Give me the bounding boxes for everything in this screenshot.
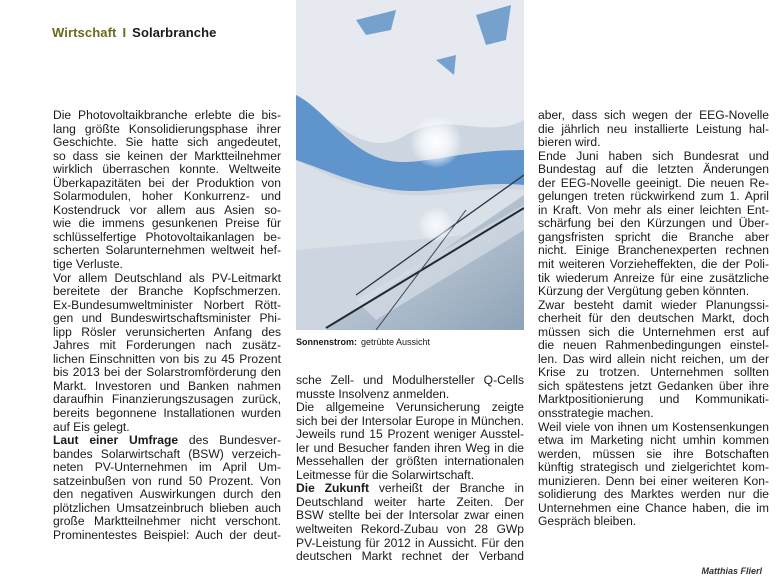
article-line: in Kraft. Von mehr als einer leichten Ent-	[538, 202, 769, 217]
lead-in-text: Laut einer Umfrage	[53, 433, 179, 448]
article-line: Unternehmen eine Chance haben, die im	[538, 500, 769, 515]
article-line: auf Eis gelegt.	[53, 419, 130, 434]
article-line: wirklich überraschen konnte. Weltweite	[53, 162, 281, 177]
author-byline: Matthias Flierl	[701, 566, 762, 576]
article-column-1	[53, 109, 281, 543]
article-line: künftig strategisch und zielgerichtet kom-	[538, 460, 769, 475]
article-line: lichen Einschnitten von bis zu 45 Prozent	[53, 351, 281, 366]
article-line: neten PV-Unternehmen im April Um-	[53, 460, 281, 475]
article-line: Zwar besteht damit wieder Planungssi-	[538, 297, 769, 312]
article-line: Weil viele von ihnen um Kostensenkungen	[538, 419, 769, 434]
article-line: wie die immens gesunkenen Preise für	[53, 216, 281, 231]
article-line: Messehallen der größten internationalen	[296, 454, 524, 469]
article-line: Ende Juni haben sich Bundesrat und	[538, 148, 769, 163]
article-line: aber, dass sich wegen der EEG-Novelle	[538, 108, 769, 122]
article-line: munizieren. Denn bei einer weiteren Kon-	[538, 473, 769, 488]
caption-label: Sonnenstrom:	[296, 337, 358, 347]
article-line: plötzlichen Umsatzeinbruch blieben auch	[53, 500, 281, 515]
article-line: schlüsselfertige Photovoltaikanlagen be-	[53, 229, 281, 244]
header-separator: I	[122, 25, 127, 40]
article-line: gen und Bundeswirtschaftsminister Phi-	[53, 311, 281, 326]
article-line: satzeinbußen von rund 50 Prozent. Von	[53, 473, 281, 488]
article-line: müssen sich die Unternehmen erst auf	[538, 324, 769, 339]
lead-in-text: Die Zukunft	[296, 481, 369, 496]
article-line: sich bei der Intersolar Europe in München.	[296, 413, 524, 428]
photo-caption	[296, 337, 430, 347]
article-line: schärfung bei den Kürzungen und Über-	[538, 216, 769, 231]
article-line: große Marktteilnehmer nicht verschont.	[53, 514, 281, 529]
article-line: die jährlich neu installierte Leistung hal-	[538, 121, 769, 136]
article-line: so dass sie keinen der Marktteilnehmer	[53, 148, 281, 163]
article-column-3	[538, 109, 769, 529]
article-line: mit weiteren Vorzieheffekten, die der Poli-	[538, 257, 769, 272]
article-line: bieren wird.	[538, 135, 601, 150]
article-line: Kostendruck vor allem aus Asien so-	[53, 202, 281, 217]
article-line: BSW stellte bei der Intersolar zwar einen	[296, 508, 524, 523]
article-line: bis 2013 bei der Solarstromförderung den	[53, 365, 281, 380]
article-line: Ex-Bundesumweltminister Norbert Rött-	[53, 297, 281, 312]
topic-label: Solarbranche	[132, 25, 217, 40]
article-column-2	[296, 374, 524, 564]
article-line: Deutschland weiter harte Zeiten. Der	[296, 494, 524, 509]
article-line: solidierung des Marktes werden nur die	[538, 487, 769, 502]
article-line: Geschichte. Sie hatte sich angedeutet,	[53, 135, 281, 150]
article-line: Prominentestes Beispiel: Auch der deut-	[53, 527, 281, 542]
article-line: gelungen treten rückwirkend zum 1. April	[538, 189, 769, 204]
article-line: Jeweils rund 15 Prozent weniger Ausstel-	[296, 427, 524, 442]
article-line: lipp Rösler verunsicherten Anfang des	[53, 324, 281, 339]
article-line: weltweiten Rekord-Zubau von 28 GWp	[296, 522, 524, 537]
article-line: Vor allem Deutschland als PV-Leitmarkt	[53, 270, 281, 285]
article-line: sche Zell- und Modulhersteller Q-Cells	[296, 373, 524, 387]
article-line: Die Photovoltaikbranche erlebte die bis-	[53, 108, 281, 122]
article-line: gangsfristen spricht die Branche aber	[538, 229, 769, 244]
article-line: PV-Leistung für 2012 in Aussicht. Für den	[296, 535, 524, 550]
article-line: onsstrategie machen.	[538, 406, 654, 421]
article-line: lang größte Konsolidierungsphase ihrer	[53, 121, 281, 136]
article-line: daraufhin Finanzierungszusagen zurück,	[53, 392, 281, 407]
article-line: Krise zu trotzen. Unternehmen sollten	[538, 365, 769, 380]
article-line: den negativen Auswirkungen durch den	[53, 487, 281, 502]
caption-text: getrübte Aussicht	[361, 337, 431, 347]
article-line: deutschen Markt rechnet der Verband	[296, 549, 524, 564]
article-line: musste Insolvenz anmelden.	[296, 386, 450, 401]
article-line: Kürzung der Vergütung geben könnten.	[538, 284, 750, 299]
article-line: Die Zukunft verheißt der Branche in	[296, 481, 524, 496]
article-line: der EEG-Novelle geeinigt. Die neuen Re-	[538, 175, 769, 190]
article-line: Solarmodulen, hoher Konkurrenz- und	[53, 189, 281, 204]
article-line: Die allgemeine Verunsicherung zeigte	[296, 400, 524, 415]
solar-panel-sky-icon	[296, 0, 524, 330]
article-line: len. Das wird allein nicht reichen, um der	[538, 351, 769, 366]
article-line: Laut einer Umfrage des Bundesver-	[53, 433, 281, 448]
article-line: etwa im Marketing nicht umhin kommen	[538, 433, 769, 448]
article-line: werden, müssen sie ihre Botschaften	[538, 446, 769, 461]
section-label: Wirtschaft	[52, 25, 117, 40]
article-line: Markt. Investoren und Banken nahmen	[53, 378, 281, 393]
article-line: Leitmesse für die Solarwirtschaft.	[296, 467, 475, 482]
article-line: bandes Solarwirtschaft (BSW) verzeich-	[53, 446, 281, 461]
article-line: ler und Besucher fanden ihren Weg in die	[296, 440, 524, 455]
article-line: Bundestag auf die letzten Änderungen	[538, 162, 769, 177]
article-line: nicht. Einige Branchenexperten rechnen	[538, 243, 769, 258]
article-line: cherheit für den deutschen Markt, doch	[538, 311, 769, 326]
article-line: scherten Solarunternehmen weltweit hef-	[53, 243, 281, 258]
article-line: sich spätestens jetzt Gedanken über ihre	[538, 378, 769, 393]
article-line: bereits begonnene Installationen wurden	[53, 406, 281, 421]
article-photo	[296, 0, 524, 330]
article-line: Jahres mit Forderungen nach zusätz-	[53, 338, 281, 353]
section-header	[52, 25, 216, 40]
article-line: tige Verluste.	[53, 257, 123, 272]
article-line: tik wiederum Anreize für eine zusätzliche	[538, 270, 769, 285]
article-line: bereitete der Branche Kopfschmerzen.	[53, 284, 281, 299]
article-line: Marktpositionierung und Kommunikati-	[538, 392, 769, 407]
article-line: Gespräch bleiben.	[538, 514, 637, 529]
article-line: Überkapazitäten bei der Produktion von	[53, 175, 281, 190]
article-line: die neuen Rahmenbedingungen einstel-	[538, 338, 769, 353]
